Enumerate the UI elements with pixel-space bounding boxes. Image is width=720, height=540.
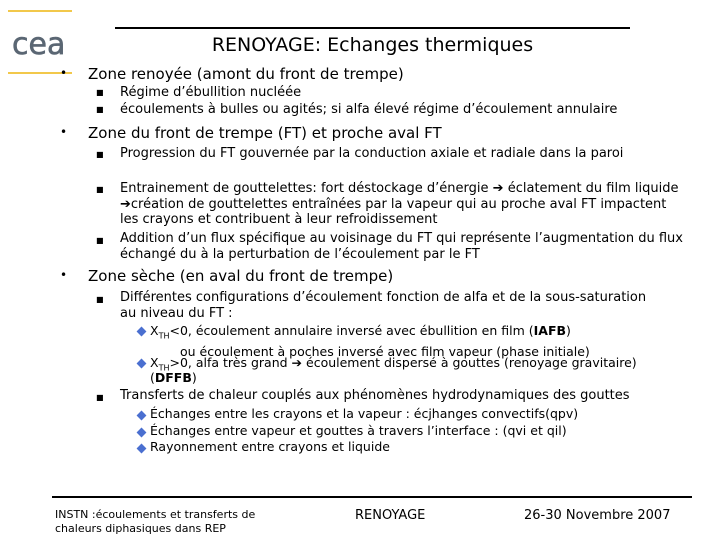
sub-text: <0, écoulement annulaire inversé avec ébullition en film ( <box>169 323 534 338</box>
list-item-part: éclatement du film liquide <box>507 181 679 196</box>
list-item: Régime d’ébullition nucléée <box>120 85 302 100</box>
section-bullet: • <box>60 268 68 282</box>
sub-item: Rayonnement entre crayons et liquide <box>150 439 390 454</box>
list-item: Différentes configurations d’écoulement fonction de alfa et de la sous-saturation au niveau du FT : <box>120 290 647 321</box>
section-heading: Zone sèche (en aval du front de trempe) <box>88 267 394 285</box>
diamond-bullet-icon <box>137 411 147 421</box>
footer-course: INSTN :écoulements et transferts de chaleurs diphasiques dans REP <box>55 508 256 535</box>
diamond-bullet-icon <box>137 428 147 438</box>
title-rule <box>115 27 630 29</box>
footer-date: 26-30 Novembre 2007 <box>524 508 671 523</box>
list-item: Transferts de chaleur couplés aux phénomènes hydrodynamiques des gouttes <box>120 388 630 403</box>
sub-text: écoulement dispersé à gouttes (renoyage gravitaire) <box>306 355 637 370</box>
diamond-bullet-icon <box>137 327 147 337</box>
item-bullet: ■ <box>96 295 104 304</box>
section-bullet: • <box>60 125 68 139</box>
sub-text: >0, alfa très grand <box>169 355 288 370</box>
diamond-bullet-icon <box>137 444 147 454</box>
list-item-entrainement <box>120 181 685 228</box>
section-heading: Zone renoyée (amont du front de trempe) <box>88 65 404 83</box>
sub-text: ) <box>191 370 197 385</box>
list-item-part: Entrainement de gouttelettes: fort déstockage d’énergie <box>120 181 489 196</box>
arrow-icon: ➔ <box>492 181 504 196</box>
sub-item: Échanges entre les crayons et la vapeur : écjhanges convectifs(qpv) <box>150 406 579 421</box>
item-bullet: ■ <box>96 88 104 97</box>
item-bullet: ■ <box>96 236 104 245</box>
th-subscript: TH <box>158 363 170 373</box>
sub-text-continued: ou écoulement à poches inversé avec film vapeur (phase initiale) <box>180 343 590 359</box>
item-bullet: ■ <box>96 150 104 159</box>
arrow-icon: ➔ <box>291 355 303 370</box>
diamond-bullet-icon <box>137 359 147 369</box>
section-bullet: • <box>60 66 68 80</box>
sub-item-xth-positive <box>150 355 695 376</box>
dffb-acronym: DFFB <box>154 370 192 385</box>
arrow-icon: ➔ <box>120 196 131 212</box>
x-symbol: X <box>150 323 159 338</box>
x-symbol: X <box>150 355 159 370</box>
footer-topic: RENOYAGE <box>355 508 426 523</box>
sub-item-xth-negative <box>150 323 690 359</box>
section-heading: Zone du front de trempe (FT) et proche aval FT <box>88 124 442 142</box>
iafb-acronym: IAFB <box>533 323 567 338</box>
slide-title: RENOYAGE: Echanges thermiques <box>211 34 534 56</box>
item-bullet: ■ <box>96 185 104 194</box>
sub-text: ) <box>566 323 571 338</box>
sub-text: ( <box>150 370 155 385</box>
item-bullet: ■ <box>96 105 104 114</box>
sub-item: Échanges entre vapeur et gouttes à travers l’interface : (qvi et qil) <box>150 423 567 438</box>
list-item-part: création de gouttelettes entraînées par la vapeur qui au proche aval FT impactent les crayons et contribuent à leur refroidissement <box>120 196 667 227</box>
logo-text: cea <box>12 27 66 62</box>
item-bullet: ■ <box>96 393 104 402</box>
sub-item-dffb <box>150 370 197 385</box>
list-item: écoulements à bulles ou agités; si alfa élevé régime d’écoulement annulaire <box>120 102 618 117</box>
list-item: Addition d’un flux spécifique au voisinage du FT qui représente l’augmentation du flux échangé du à la perturbation de l’écoulement par le FT <box>120 231 683 262</box>
list-item: Progression du FT gouvernée par la conduction axiale et radiale dans la paroi <box>120 146 624 161</box>
footer-rule <box>52 496 692 498</box>
th-subscript: TH <box>158 331 170 341</box>
